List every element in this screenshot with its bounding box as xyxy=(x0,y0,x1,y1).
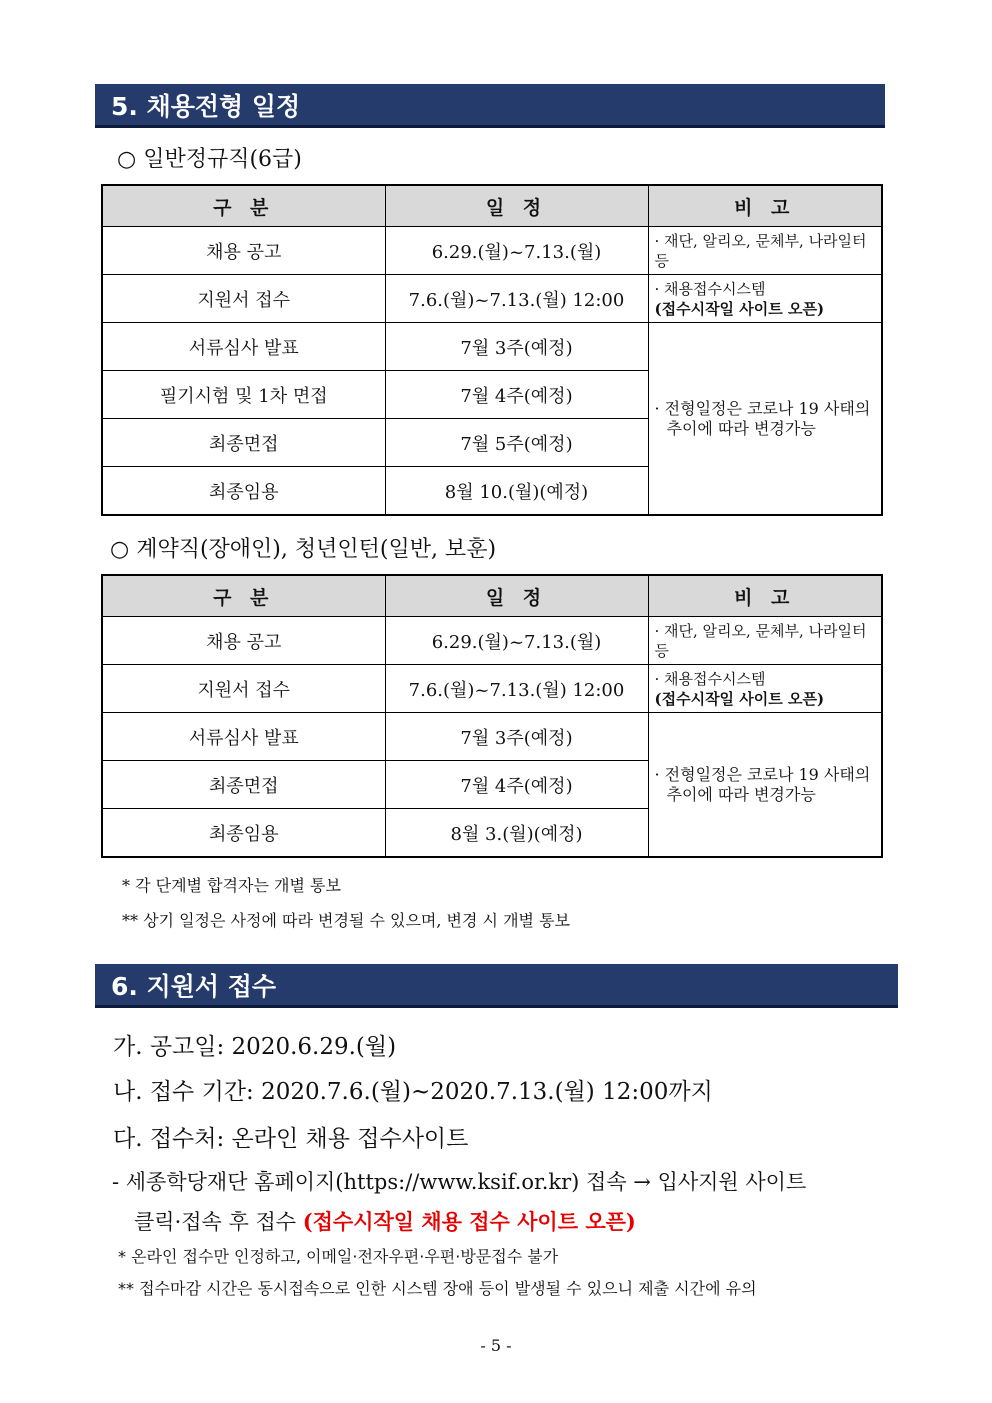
table-row xyxy=(102,227,882,275)
footnote-1: * 각 단계별 합격자는 개별 통보 xyxy=(122,876,341,895)
stage-cell: 최종면접 xyxy=(102,761,385,809)
subheading-regular: ○ 일반정규직(6급) xyxy=(117,147,302,172)
subheading-contract: ○ 계약직(장애인), 청년인턴(일반, 보훈) xyxy=(110,537,497,562)
table-row xyxy=(102,713,882,761)
date-cell: 8월 10.(월)(예정) xyxy=(385,467,648,516)
merged-note-cell xyxy=(648,713,882,858)
date-cell: 7.6.(월)~7.13.(월) 12:00 xyxy=(385,275,648,323)
merged-note-cell xyxy=(648,323,882,516)
date-cell: 7월 3주(예정) xyxy=(385,713,648,761)
schedule-table-regular xyxy=(101,184,883,516)
stage-cell: 서류심사 발표 xyxy=(102,323,385,371)
header-stage: 구 분 xyxy=(102,185,385,227)
site-line-1: - 세종학당재단 홈페이지(https://www.ksif.or.kr) 접속 → 입사지원 사이트 xyxy=(112,1170,807,1194)
deadline-note: ** 접수마감 시간은 동시접속으로 인한 시스템 장애 등이 발생될 수 있으니 제출 시간에 유의 xyxy=(118,1279,757,1298)
stage-cell: 지원서 접수 xyxy=(102,275,385,323)
schedule-table-contract xyxy=(101,574,883,858)
section-6-header xyxy=(95,964,898,1008)
table-header-row xyxy=(102,185,882,227)
date-cell: 6.29.(월)~7.13.(월) xyxy=(385,227,648,275)
note-line-bold: (접수시작일 사이트 오픈) xyxy=(654,689,825,708)
note-line: · 채용접수시스템 xyxy=(654,669,766,688)
table-header-row xyxy=(102,575,882,617)
note-line: · 전형일정은 코로나 19 사태의 xyxy=(654,764,871,784)
item-a: 가. 공고일: 2020.6.29.(월) xyxy=(113,1034,397,1060)
table-row xyxy=(102,275,882,323)
page-number: - 5 - xyxy=(480,1336,512,1355)
date-cell: 8월 3.(월)(예정) xyxy=(385,809,648,858)
stage-cell: 최종임용 xyxy=(102,809,385,858)
site-line-2-text: 클릭·접속 후 접수 xyxy=(134,1210,303,1234)
date-cell: 7월 4주(예정) xyxy=(385,761,648,809)
stage-cell: 채용 공고 xyxy=(102,227,385,275)
stage-cell: 채용 공고 xyxy=(102,617,385,665)
section-6-title: 6. 지원서 접수 xyxy=(111,971,277,1001)
note-line: 추이에 따라 변경가능 xyxy=(666,784,816,804)
date-cell: 7월 3주(예정) xyxy=(385,323,648,371)
section-5-title: 5. 채용전형 일정 xyxy=(111,91,301,121)
date-cell: 7.6.(월)~7.13.(월) 12:00 xyxy=(385,665,648,713)
header-note: 비 고 xyxy=(648,575,882,617)
date-cell: 7월 4주(예정) xyxy=(385,371,648,419)
note-cell xyxy=(648,275,882,323)
note-line: · 채용접수시스템 xyxy=(654,279,766,298)
stage-cell: 지원서 접수 xyxy=(102,665,385,713)
stage-cell: 필기시험 및 1차 면접 xyxy=(102,371,385,419)
table-row xyxy=(102,665,882,713)
header-note: 비 고 xyxy=(648,185,882,227)
site-line-2 xyxy=(134,1206,636,1236)
note-line: 추이에 따라 변경가능 xyxy=(666,418,816,438)
note-cell xyxy=(648,665,882,713)
section-5-header xyxy=(95,84,885,128)
header-date: 일 정 xyxy=(385,185,648,227)
site-open-notice: (접수시작일 채용 접수 사이트 오픈) xyxy=(302,1209,636,1234)
online-only-note: * 온라인 접수만 인정하고, 이메일·전자우편·우편·방문접수 불가 xyxy=(118,1247,559,1266)
header-stage: 구 분 xyxy=(102,575,385,617)
stage-cell: 서류심사 발표 xyxy=(102,713,385,761)
note-line-bold: (접수시작일 사이트 오픈) xyxy=(654,299,825,318)
stage-cell: 최종면접 xyxy=(102,419,385,467)
table-row xyxy=(102,617,882,665)
note-cell: · 재단, 알리오, 문체부, 나라일터 등 xyxy=(648,617,882,665)
table-row xyxy=(102,323,882,371)
item-c: 다. 접수처: 온라인 채용 접수사이트 xyxy=(113,1126,469,1152)
item-b: 나. 접수 기간: 2020.7.6.(월)~2020.7.13.(월) 12:00까지 xyxy=(113,1079,713,1105)
date-cell: 6.29.(월)~7.13.(월) xyxy=(385,617,648,665)
note-line: · 전형일정은 코로나 19 사태의 xyxy=(654,398,871,418)
stage-cell: 최종임용 xyxy=(102,467,385,516)
note-cell: · 재단, 알리오, 문체부, 나라일터 등 xyxy=(648,227,882,275)
footnote-2: ** 상기 일정은 사정에 따라 변경될 수 있으며, 변경 시 개별 통보 xyxy=(122,911,570,930)
date-cell: 7월 5주(예정) xyxy=(385,419,648,467)
header-date: 일 정 xyxy=(385,575,648,617)
